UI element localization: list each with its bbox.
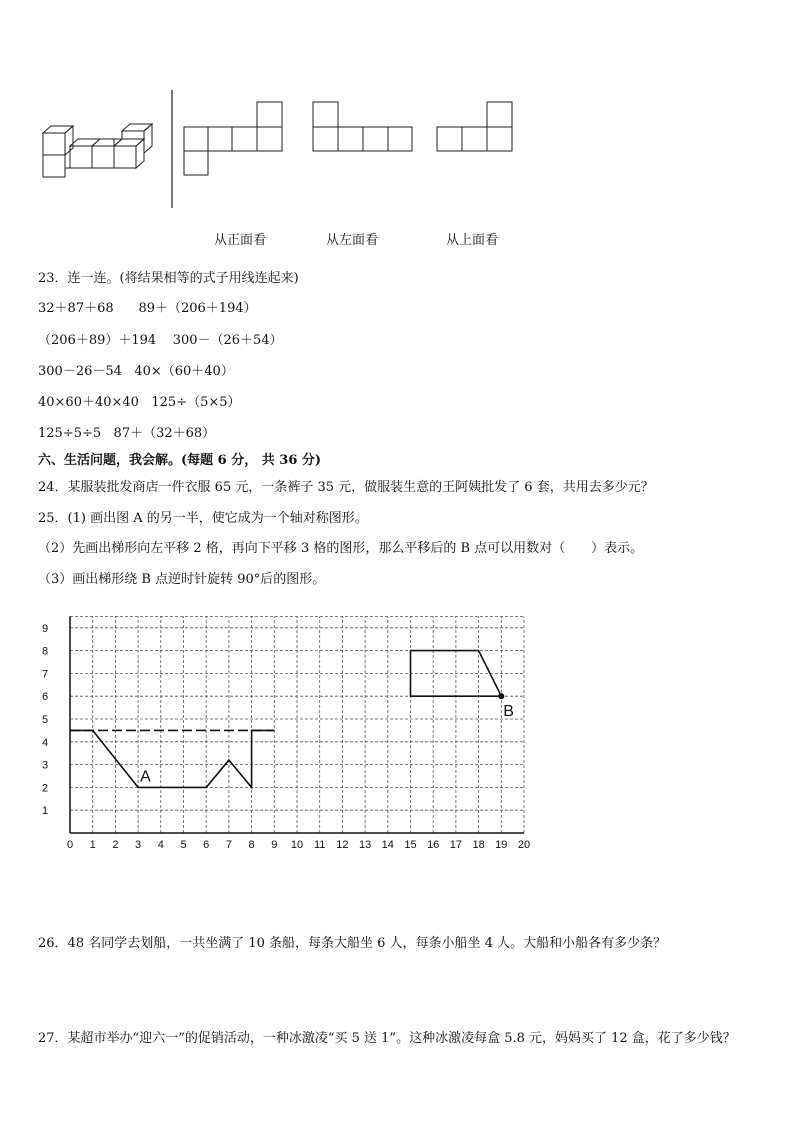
y-tick-label: 4	[41, 736, 49, 749]
q23-row: 32＋87＋68 89＋（206＋194）	[38, 301, 257, 316]
label-b: B	[503, 703, 514, 721]
label-a: A	[140, 768, 151, 786]
x-tick-label: 15	[404, 839, 417, 851]
x-tick-label: 18	[472, 839, 485, 851]
q23-row: 40×60＋40×40 125÷（5×5）	[38, 395, 241, 410]
y-tick-label: 9	[41, 622, 49, 635]
y-tick-label: 2	[41, 782, 49, 795]
y-tick-label: 6	[41, 691, 49, 704]
x-tick-label: 0	[66, 839, 74, 851]
x-tick-label: 8	[248, 839, 255, 851]
left-view-grid	[313, 102, 412, 151]
q23-row: （206＋89）＋194 300－（26＋54）	[38, 333, 283, 348]
x-tick-label: 3	[135, 839, 142, 851]
x-tick-label: 1	[89, 839, 96, 851]
q23-row: 125÷5÷5 87＋（32＋68）	[38, 426, 216, 441]
view-figures	[0, 0, 794, 215]
x-tick-label: 7	[225, 839, 232, 851]
q24-text: 24．某服装批发商店一件衣服 65 元，一条裤子 35 元，做服装生意的王阿姨批发了 6 套，共用去多少元？	[38, 480, 654, 495]
left-view-label: 从左面看	[326, 233, 379, 248]
x-tick-label: 9	[271, 839, 278, 851]
x-tick-label: 4	[157, 839, 164, 851]
coordinate-grid	[30, 605, 550, 860]
front-view-grid	[184, 102, 282, 175]
x-tick-label: 13	[358, 839, 372, 851]
x-tick-label: 12	[336, 839, 349, 851]
q23-row: 300－26－54 40×（60＋40）	[38, 364, 234, 379]
cube-stack	[43, 124, 152, 177]
q27-text: 27．某超市举办“迎六一”的促销活动，一种冰激凌“买 5 送 1”。这种冰激凌每盒 5.8 元，妈妈买了 12 盒，花了多少钱？	[38, 1031, 736, 1046]
x-tick-label: 10	[290, 839, 304, 851]
point-b	[498, 693, 504, 699]
section6-title: 六、生活问题，我会解。(每题 6 分， 共 36 分)	[38, 453, 322, 468]
x-tick-label: 14	[381, 839, 394, 851]
q25-part3: （3）画出梯形绕 B 点逆时针旋转 90°后的图形。	[38, 572, 326, 587]
x-tick-label: 5	[180, 839, 187, 851]
x-tick-label: 17	[449, 839, 463, 851]
y-tick-label: 5	[41, 714, 49, 726]
x-tick-label: 6	[203, 839, 210, 851]
top-view-grid	[437, 102, 512, 151]
x-tick-label: 16	[427, 839, 440, 851]
y-tick-label: 8	[41, 645, 49, 658]
figure-a	[70, 730, 274, 787]
y-tick-label: 7	[41, 668, 49, 681]
y-tick-label: 3	[41, 759, 49, 772]
q23-title: 23．连一连。(将结果相等的式子用线连起来)	[38, 271, 299, 286]
q25-part2: （2）先画出梯形向左平移 2 格，再向下平移 3 格的图形，那么平移后的 B 点可以用数对（ ）表示。	[38, 541, 644, 556]
x-tick-label: 20	[517, 839, 531, 851]
x-tick-label: 2	[112, 839, 119, 851]
q26-text: 26．48 名同学去划船，一共坐满了 10 条船，每条大船坐 6 人，每条小船坐 4 人。大船和小船各有多少条？	[38, 936, 667, 951]
front-view-label: 从正面看	[214, 233, 267, 248]
q25-part1: 25．(1) 画出图 A 的另一半，使它成为一个轴对称图形。	[38, 511, 368, 526]
x-tick-label: 19	[495, 839, 508, 851]
x-tick-label: 11	[313, 839, 326, 851]
top-view-label: 从上面看	[446, 233, 499, 248]
y-tick-label: 1	[41, 805, 49, 818]
